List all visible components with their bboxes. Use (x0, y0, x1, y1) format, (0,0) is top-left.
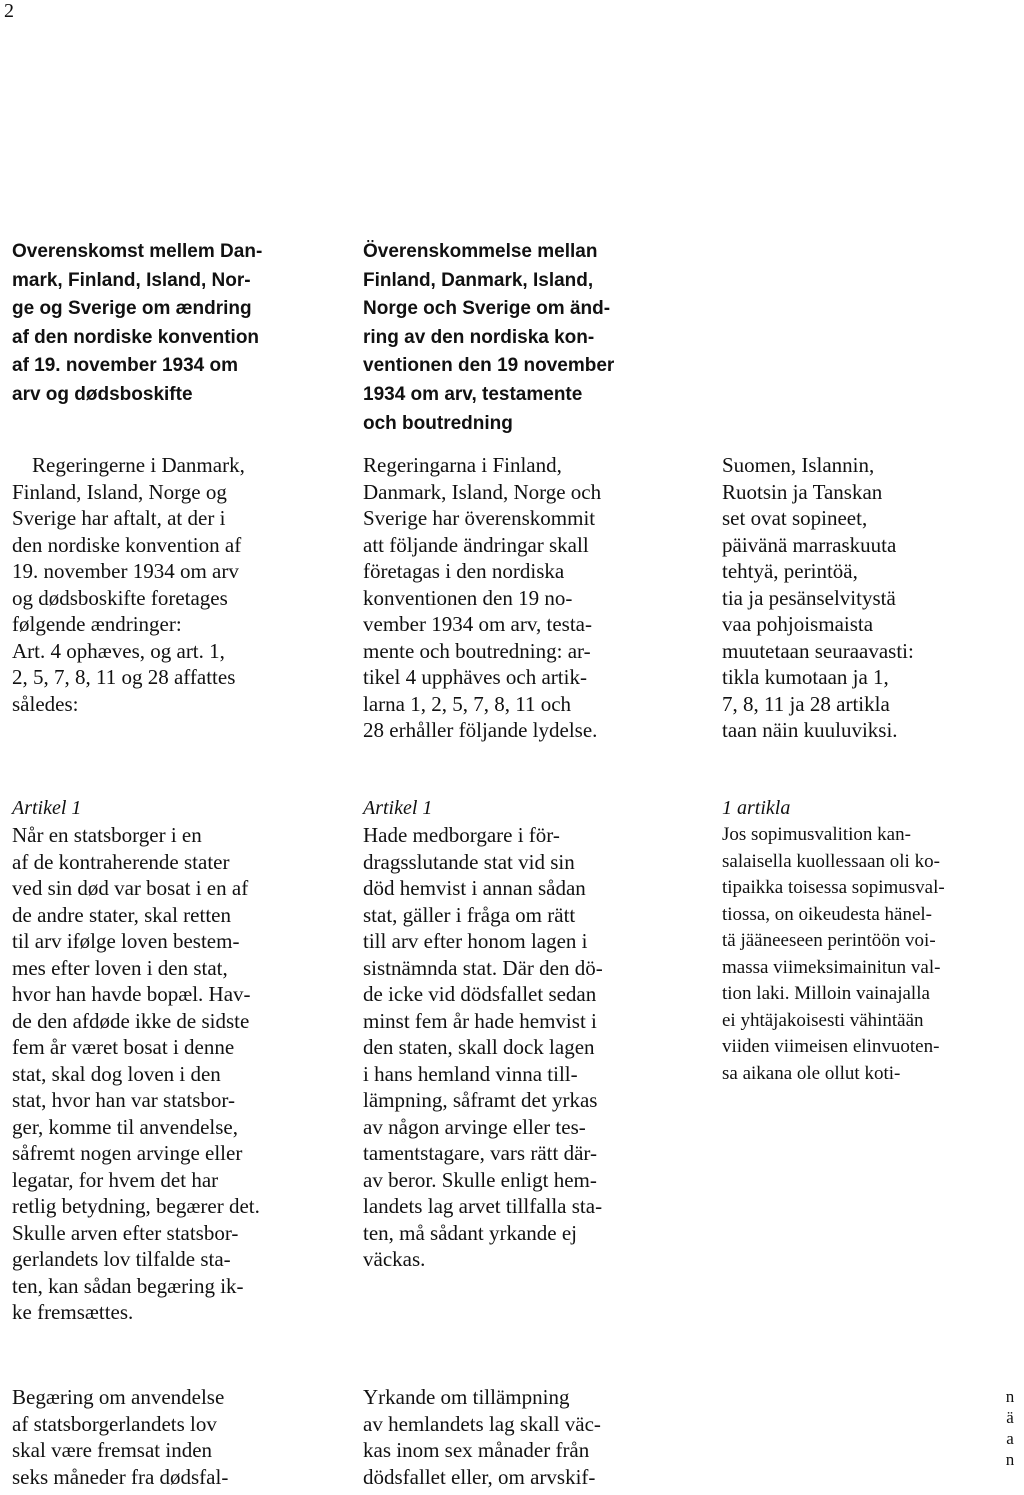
article1-swedish-line: död hemvist i annan sådan (363, 876, 586, 900)
preamble-swedish (363, 452, 675, 744)
preamble-swedish-line: vember 1934 om arv, testa- (363, 612, 592, 636)
article1-swedish-line: av beror. Skulle enligt hem- (363, 1167, 597, 1192)
article1-danish-line: ten, kan sådan begæring ik- (12, 1273, 244, 1298)
preamble-swedish-line: Regeringarna i Finland, (363, 453, 562, 477)
article1-finnish-line: ei yhtäjakoisesti vähintään (722, 1009, 924, 1031)
title-swedish-line: ventionen den 19 november (363, 355, 615, 377)
article1-heading-danish: Artikel 1 (12, 797, 82, 819)
preamble-danish (12, 452, 312, 717)
article1-finnish-line: sa aikana ole ollut koti- (722, 1062, 901, 1084)
preamble-swedish-line: företagas i den nordiska (363, 559, 565, 583)
preamble-danish-line: den nordiske konvention af (12, 532, 242, 557)
article1-danish-line: stat, skal dog loven i den (12, 1061, 221, 1086)
preamble-finnish (722, 452, 1022, 744)
article1-swedish-line: ten, må sådant yrkande ej (363, 1220, 577, 1245)
title-danish-line: mark, Finland, Island, Nor- (12, 269, 251, 291)
preamble-swedish-line: tikel 4 upphäves och artik- (363, 665, 587, 689)
closing-swedish-line: av hemlandets lag skall väc- (363, 1411, 601, 1436)
article1-danish-line: af de kontraherende stater (12, 849, 230, 874)
title-danish-line: ge og Sverige om ændring (12, 298, 252, 320)
closing-swedish-line: kas inom sex månader från (363, 1438, 590, 1462)
preamble-danish-line: således: (12, 691, 79, 716)
article1-finnish-line: tipaikka toisessa sopimusval- (722, 877, 945, 898)
article1-finnish-line: Jos sopimusvalition kan- (722, 824, 911, 845)
article1-swedish-line: av någon arvinge eller tes- (363, 1114, 586, 1139)
preamble-finnish-line: tikla kumotaan ja 1, (722, 665, 889, 689)
page-number: 2 (4, 0, 14, 22)
article1-swedish-line: tamentstagare, vars rätt där- (363, 1141, 597, 1165)
article1-swedish-line: till arv efter honom lagen i (363, 929, 588, 953)
preamble-danish-line: Finland, Island, Norge og (12, 479, 227, 504)
article1-danish-line: mes efter loven i den stat, (12, 955, 228, 980)
article1-danish-line: de den afdøde ikke de sidste (12, 1008, 250, 1033)
article1-swedish-line: dragsslutande stat vid sin (363, 849, 575, 874)
title-swedish-line: Finland, Danmark, Island, (363, 269, 594, 291)
article1-danish (12, 822, 312, 1326)
preamble-finnish-line: 7, 8, 11 ja 28 artikla (722, 691, 890, 716)
closing-swedish (363, 1384, 675, 1490)
article1-danish-line: stat, hvor han var statsbor- (12, 1088, 235, 1112)
title-danish-line: af den nordiske konvention (12, 326, 260, 348)
preamble-finnish-line: tia ja pesänselvitystä (722, 585, 896, 610)
preamble-danish-line: 19. november 1934 om arv (12, 559, 239, 583)
article1-danish-line: fem år været bosat i denne (12, 1035, 235, 1059)
article1-swedish-line: landets lag arvet tillfalla sta- (363, 1194, 603, 1218)
article1-finnish-line: massa viimeksimainitun val- (722, 956, 941, 978)
preamble-finnish-line: Ruotsin ja Tanskan (722, 479, 883, 504)
closing-swedish-line: Yrkande om tillämpning (363, 1385, 570, 1409)
edge-fragments-line: ä (1006, 1408, 1014, 1427)
title-swedish-line: ring av den nordiska kon- (363, 326, 595, 348)
preamble-finnish-line: Suomen, Islannin, (722, 453, 875, 477)
title-danish (12, 238, 312, 410)
preamble-swedish-line: mente och boutredning: ar- (363, 638, 591, 663)
preamble-danish-line: Sverige har aftalt, at der i (12, 506, 226, 530)
preamble-swedish-line: larna 1, 2, 5, 7, 8, 11 och (363, 691, 572, 716)
title-swedish (363, 238, 675, 438)
article1-danish-line: ke fremsættes. (12, 1300, 134, 1324)
title-danish-line: Overenskomst mellem Dan- (12, 241, 263, 262)
article1-danish-line: såfremt nogen arvinge eller (12, 1141, 243, 1165)
article1-heading-swedish: Artikel 1 (363, 797, 433, 819)
closing-danish (12, 1384, 312, 1490)
title-swedish-line: 1934 om arv, testamente (363, 383, 583, 405)
article1-swedish-line: sistnämnda stat. Där den dö- (363, 955, 603, 980)
preamble-swedish-line: Sverige har överenskommit (363, 506, 596, 530)
preamble-danish-line: 2, 5, 7, 8, 11 og 28 affattes (12, 665, 236, 689)
article1-finnish-line: salaisella kuollessaan oli ko- (722, 850, 940, 872)
article1-swedish-line: väckas. (363, 1247, 426, 1271)
preamble-finnish-line: taan näin kuuluviksi. (722, 718, 898, 742)
edge-fragments-line: a (1006, 1429, 1014, 1448)
title-danish-line: arv og dødsboskifte (12, 383, 193, 405)
preamble-swedish-line: att följande ändringar skall (363, 532, 589, 557)
article1-danish-line: legatar, for hvem det har (12, 1167, 219, 1192)
preamble-finnish-line: muutetaan seuraavasti: (722, 638, 914, 663)
article1-swedish-line: Hade medborgare i för- (363, 823, 560, 847)
article1-swedish-line: minst fem år hade hemvist i (363, 1008, 597, 1033)
preamble-finnish-line: vaa pohjoismaista (722, 612, 874, 636)
article1-danish-line: de andre stater, skal retten (12, 902, 231, 927)
title-swedish-line: Överenskommelse mellan (363, 241, 598, 262)
preamble-danish-line: følgende ændringer: (12, 612, 182, 636)
edge-fragments-line: n (1005, 1450, 1015, 1469)
article1-swedish-line: den staten, skall dock lagen (363, 1035, 595, 1059)
preamble-danish-line: Regeringerne i Danmark, (32, 453, 245, 477)
article1-finnish-line: tiossa, on oikeudesta hänel- (722, 903, 933, 925)
article1-finnish-line: viiden viimeisen elinvuoten- (722, 1036, 940, 1057)
title-swedish-line: Norge och Sverige om änd- (363, 298, 611, 320)
preamble-danish-line: og dødsboskifte foretages (12, 585, 228, 610)
preamble-danish-line: Art. 4 ophæves, og art. 1, (12, 638, 225, 663)
preamble-finnish-line: tehtyä, perintöä, (722, 559, 858, 583)
preamble-swedish-line: 28 erhåller följande lydelse. (363, 718, 598, 742)
article1-danish-line: ved sin død var bosat i en af (12, 876, 249, 900)
closing-danish-line: seks måneder fra dødsfal- (12, 1464, 229, 1489)
preamble-swedish-line: Danmark, Island, Norge och (363, 479, 602, 504)
article1-heading-finnish: 1 artikla (722, 797, 791, 819)
article1-danish-line: Skulle arven efter statsbor- (12, 1220, 239, 1245)
article1-danish-line: Når en statsborger i en (12, 823, 202, 847)
preamble-finnish-line: päivänä marraskuuta (722, 532, 897, 557)
title-swedish-line: och boutredning (363, 412, 513, 434)
closing-swedish-line: dödsfallet eller, om arvskif- (363, 1464, 596, 1489)
article1-finnish-line: tion laki. Milloin vainajalla (722, 983, 930, 1004)
article1-danish-line: retlig betydning, begærer det. (12, 1194, 260, 1218)
article1-finnish-line: tä jääneeseen perintöön voi- (722, 930, 936, 951)
article1-swedish-line: de icke vid dödsfallet sedan (363, 982, 597, 1006)
article1-danish-line: gerlandets lov tilfalde sta- (12, 1247, 231, 1271)
closing-danish-line: skal være fremsat inden (12, 1438, 213, 1462)
edge-fragments-line: n (1005, 1387, 1015, 1406)
article1-danish-line: ger, komme til anvendelse, (12, 1114, 239, 1139)
closing-danish-line: Begæring om anvendelse (12, 1385, 225, 1409)
preamble-finnish-line: set ovat sopineet, (722, 506, 868, 530)
title-danish-line: af 19. november 1934 om (12, 355, 238, 377)
article1-finnish (722, 822, 1022, 1087)
article1-swedish-line: i hans hemland vinna till- (363, 1061, 578, 1086)
closing-danish-line: af statsborgerlandets lov (12, 1411, 217, 1436)
article1-swedish-line: stat, gäller i fråga om rätt (363, 902, 576, 927)
article1-swedish-line: lämpning, såframt det yrkas (363, 1088, 598, 1112)
article1-danish-line: til arv ifølge loven bestem- (12, 929, 240, 953)
edge-fragments (1000, 1386, 1020, 1470)
article1-danish-line: hvor han havde bopæl. Hav- (12, 982, 251, 1006)
preamble-swedish-line: konventionen den 19 no- (363, 585, 573, 610)
article1-swedish (363, 822, 675, 1273)
